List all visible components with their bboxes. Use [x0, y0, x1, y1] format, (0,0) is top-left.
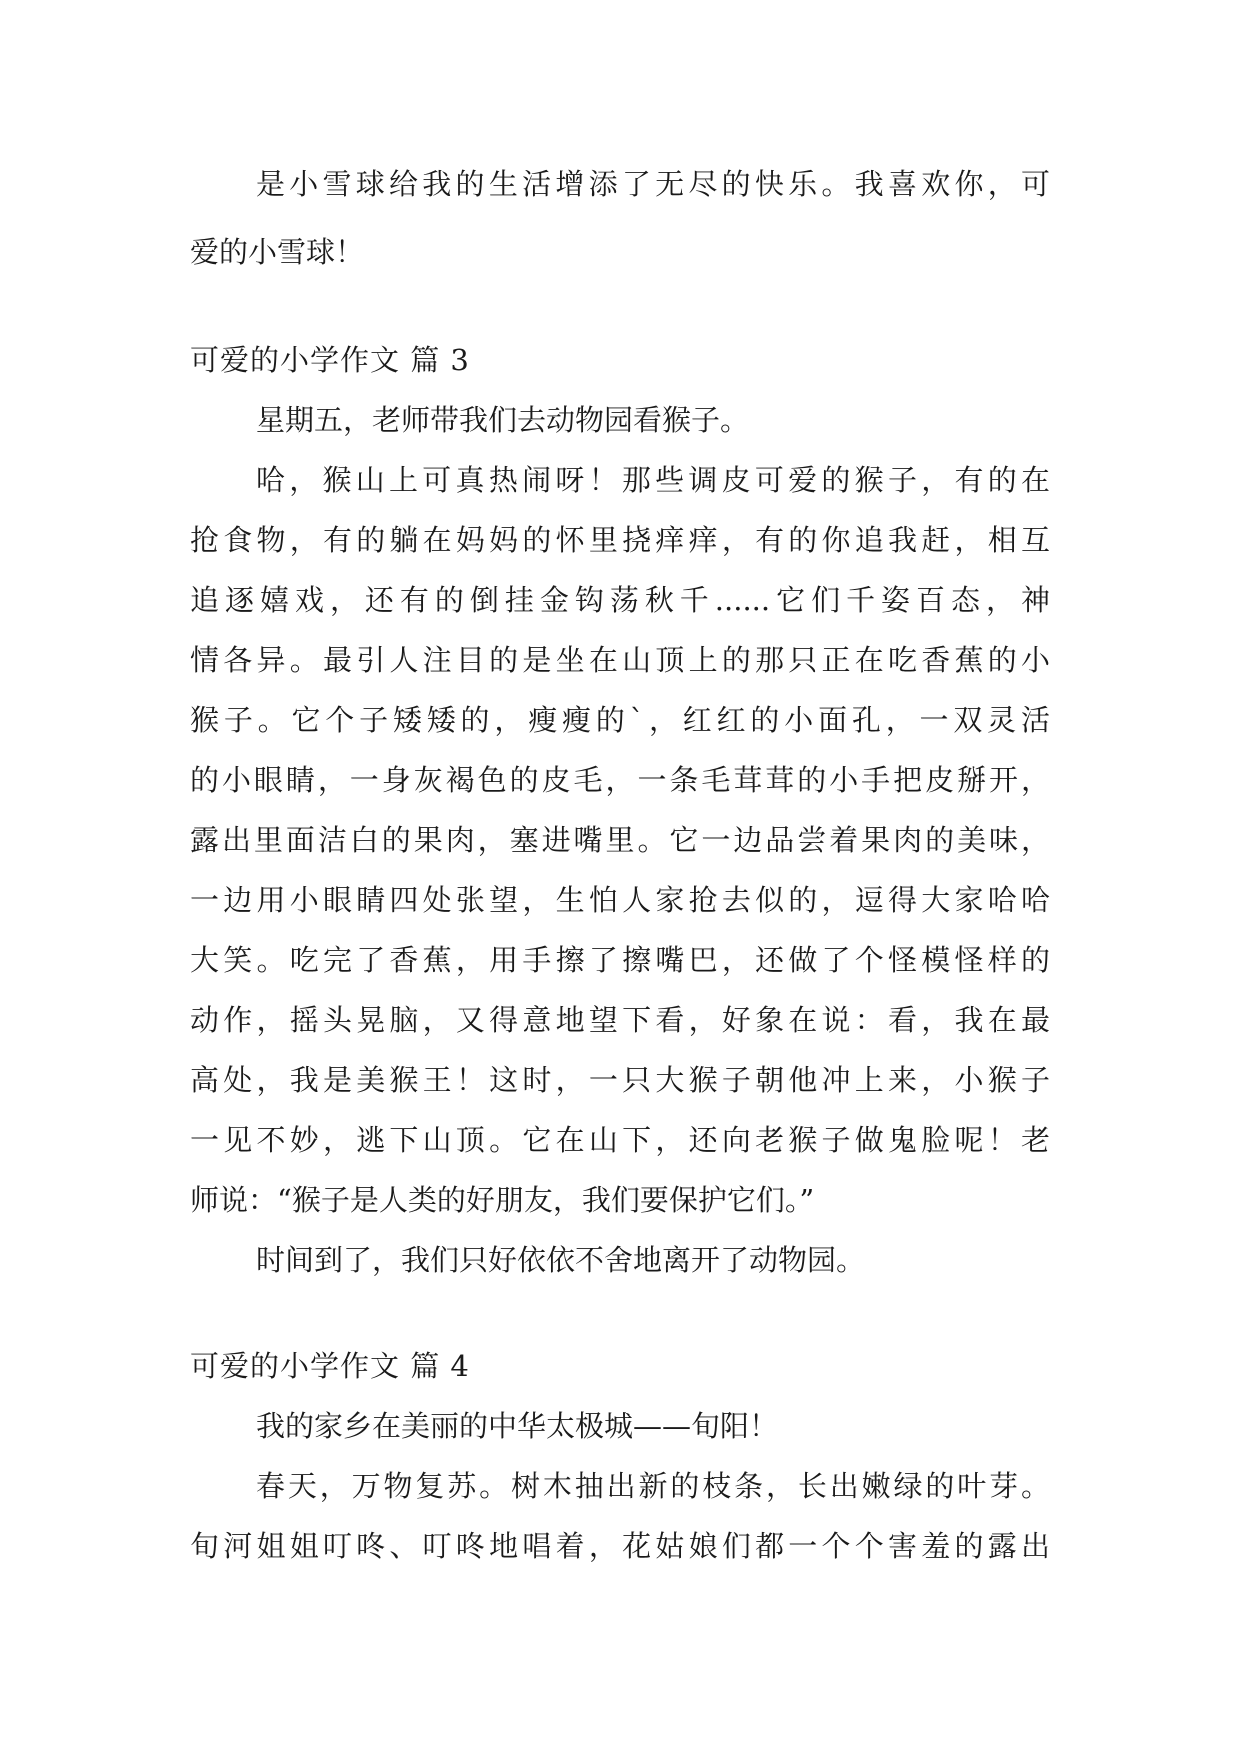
paragraph-line: 我的家乡在美丽的中华太极城——旬阳！ — [256, 1409, 779, 1443]
paragraph-line: 哈，猴山上可真热闹呀！那些调皮可爱的猴子，有的在 — [256, 463, 1050, 497]
paragraph-line: 师说：“猴子是人类的好朋友，我们要保护它们。” — [190, 1183, 815, 1217]
paragraph-line: 是小雪球给我的生活增添了无尽的快乐。我喜欢你，可 — [256, 167, 1050, 201]
paragraph-line: 抢食物，有的躺在妈妈的怀里挠痒痒，有的你追我赶，相互 — [190, 523, 1050, 557]
paragraph-line: 春天，万物复苏。树木抽出新的枝条，长出嫩绿的叶芽。 — [256, 1469, 1050, 1503]
paragraph-line: 露出里面洁白的果肉，塞进嘴里。它一边品尝着果肉的美味， — [190, 823, 1050, 857]
paragraph-line: 爱的小雪球！ — [190, 235, 365, 269]
section-heading-4: 可爱的小学作文 篇 4 — [190, 1349, 470, 1383]
paragraph-line: 的小眼睛，一身灰褐色的皮毛，一条毛茸茸的小手把皮掰开， — [190, 763, 1050, 797]
paragraph-line: 追逐嬉戏，还有的倒挂金钩荡秋千......它们千姿百态，神 — [190, 583, 1050, 617]
paragraph-line: 高处，我是美猴王！这时，一只大猴子朝他冲上来，小猴子 — [190, 1063, 1050, 1097]
paragraph-line: 大笑。吃完了香蕉，用手擦了擦嘴巴，还做了个怪模怪样的 — [190, 943, 1050, 977]
paragraph-line: 星期五，老师带我们去动物园看猴子。 — [256, 403, 750, 437]
paragraph-line: 一见不妙，逃下山顶。它在山下，还向老猴子做鬼脸呢！老 — [190, 1123, 1050, 1157]
paragraph-line: 猴子。它个子矮矮的，瘦瘦的`，红红的小面孔，一双灵活 — [190, 703, 1050, 737]
section-heading-3: 可爱的小学作文 篇 3 — [190, 343, 470, 377]
paragraph-line: 动作，摇头晃脑，又得意地望下看，好象在说：看，我在最 — [190, 1003, 1050, 1037]
paragraph-line: 情各异。最引人注目的是坐在山顶上的那只正在吃香蕉的小 — [190, 643, 1050, 677]
paragraph-line: 旬河姐姐叮咚、叮咚地唱着，花姑娘们都一个个害羞的露出 — [190, 1529, 1050, 1563]
paragraph-line: 一边用小眼睛四处张望，生怕人家抢去似的，逗得大家哈哈 — [190, 883, 1050, 917]
paragraph-line: 时间到了，我们只好依依不舍地离开了动物园。 — [256, 1243, 866, 1277]
